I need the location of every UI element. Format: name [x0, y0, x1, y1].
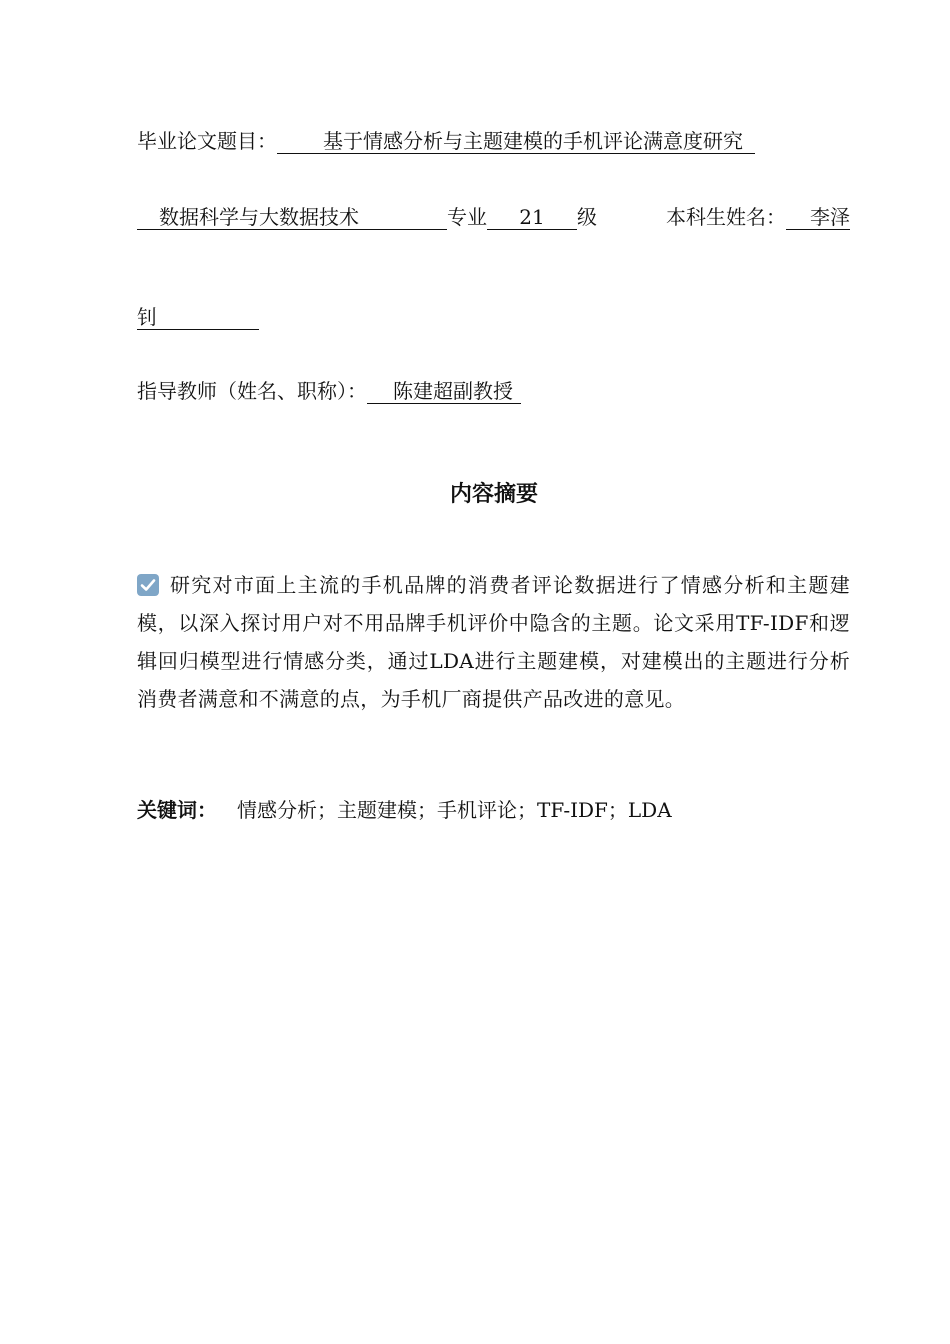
advisor-label: 指导教师（姓名、职称）：: [137, 379, 367, 403]
student-name-value-part1: 李泽: [786, 205, 850, 230]
abstract-body: [137, 566, 850, 718]
thesis-title-row: [137, 127, 850, 155]
student-name-label: 本科生姓名：: [666, 205, 786, 229]
keywords-label: 关键词：: [137, 798, 217, 822]
major-label: 专业: [447, 205, 487, 229]
advisor-row: [137, 377, 850, 405]
keywords-row: [137, 796, 850, 824]
major-value: 数据科学与大数据技术: [137, 205, 447, 230]
student-name-value-part2: 钊: [137, 305, 259, 330]
thesis-title-label: 毕业论文题目：: [137, 129, 277, 153]
grade-label: 级: [577, 205, 597, 229]
major-grade-student-row: [137, 203, 850, 231]
advisor-value: 陈建超副教授: [367, 379, 521, 404]
thesis-title-value: 基于情感分析与主题建模的手机评论满意度研究: [277, 129, 755, 154]
keywords-value: 情感分析；主题建模；手机评论；TF-IDF；LDA: [237, 798, 672, 822]
abstract-heading: 内容摘要: [449, 482, 538, 507]
grade-value: 21: [487, 205, 577, 230]
abstract-text: 研究对市面上主流的手机品牌的消费者评论数据进行了情感分析和主题建模，以深入探讨用户对不用品牌手机评价中隐含的主题。论文采用TF-IDF和逻辑回归模型进行情感分类，通过LDA进行主题建模，对建模出的主题进行分析消费者满意和不满意的点，为手机厂商提供产品改进的意见。: [137, 573, 850, 711]
student-name-continuation-row: [137, 303, 850, 331]
check-mark-icon: [137, 574, 159, 596]
